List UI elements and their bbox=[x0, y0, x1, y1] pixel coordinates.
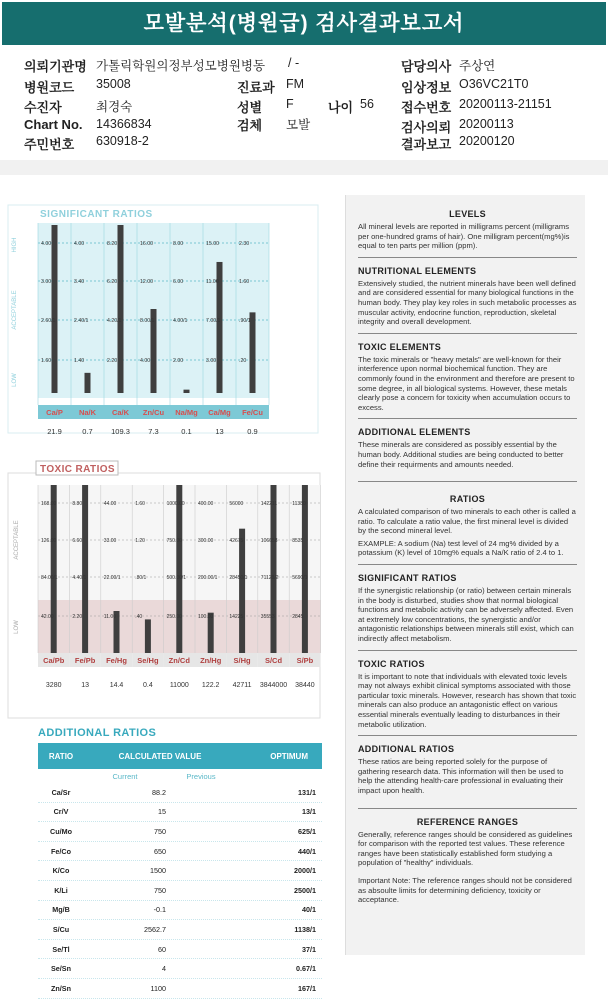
significant-value: 0.9 bbox=[247, 427, 258, 436]
significant-tick: 16.00 bbox=[140, 241, 153, 247]
ratios-example: EXAMPLE: A sodium (Na) test level of 24 mg% divided by a potassium (K) level of 10mg% equals a Na/K ratio of 2.4 to 1. bbox=[358, 538, 564, 558]
toxic-tick: 1.60 bbox=[135, 501, 145, 507]
toxic-tick: 42.00 bbox=[41, 614, 54, 620]
toxic-name: Ca/Pb bbox=[43, 656, 65, 665]
significant-tick: 2.60/1 bbox=[41, 318, 56, 324]
institution-label: 의뢰기관명 bbox=[24, 59, 87, 74]
chart-value: 14366834 bbox=[96, 117, 152, 131]
important-note: Important Note: The reference ranges should not be considered as absoulte limits for determining deficiency, toxicity or acceptance. bbox=[358, 875, 572, 905]
significant-name: Na/K bbox=[78, 408, 97, 417]
additional-optimum: 13/1 bbox=[302, 807, 316, 817]
specimen-value: 모발 bbox=[286, 118, 311, 132]
toxic-name: Zn/Cd bbox=[168, 656, 190, 665]
additional-ratio: Se/Sn bbox=[51, 964, 71, 974]
significant-name: Ca/K bbox=[111, 408, 130, 417]
significant-tick: 4.00 bbox=[74, 241, 85, 247]
hospital-code-label: 병원코드 bbox=[24, 80, 75, 95]
additional-ratios-heading: ADDITIONAL RATIOS bbox=[358, 744, 455, 755]
toxic-ratios-heading: TOXIC RATIOS bbox=[358, 658, 425, 669]
additional-elements-heading: ADDITIONAL ELEMENTS bbox=[358, 427, 471, 438]
additional-ratio: Zn/Sn bbox=[51, 983, 71, 993]
additional-ratio: K/Li bbox=[54, 885, 68, 895]
significant-bar bbox=[85, 373, 91, 393]
toxic-tick: 5690/1 bbox=[292, 575, 308, 581]
toxic-value: 13 bbox=[81, 682, 89, 689]
additional-row bbox=[38, 920, 322, 940]
additional-current: 88.2 bbox=[152, 787, 166, 797]
additional-ratio: Se/Tl bbox=[52, 944, 70, 954]
additional-optimum: 40/1 bbox=[302, 905, 316, 915]
significant-value: 109.3 bbox=[111, 427, 130, 436]
toxic-value: 38440 bbox=[295, 682, 315, 689]
significant-value: 0.1 bbox=[181, 427, 192, 436]
toxic-band-label: LOW bbox=[14, 620, 20, 634]
additional-elements-text: These minerals are considered as possibly essential by the human body. Additional studies are being conducted to better define their requirments and amounts needed. bbox=[358, 440, 564, 469]
additional-ratios-title: ADDITIONAL RATIOS bbox=[38, 727, 157, 739]
toxic-tick: .80/1 bbox=[135, 575, 147, 581]
toxic-tick: 250.00 bbox=[166, 614, 182, 620]
additional-header bbox=[38, 743, 322, 769]
significant-tick: 8.00/1 bbox=[140, 318, 155, 324]
additional-ratios-table bbox=[38, 743, 322, 999]
significant-tick: 1.60 bbox=[239, 279, 250, 285]
additional-current: 1500 bbox=[150, 866, 166, 876]
toxic-bar bbox=[239, 529, 245, 653]
toxic-tick: 22.00/1 bbox=[103, 575, 121, 581]
significant-tick: 2.40/1 bbox=[74, 318, 89, 324]
toxic-tick: 500.00/1 bbox=[166, 575, 187, 581]
specimen-label: 검체 bbox=[237, 118, 263, 133]
significant-tick: 11.00 bbox=[206, 279, 219, 285]
significant-tick: 7.00/1 bbox=[206, 318, 221, 324]
significant-band-label: LOW bbox=[12, 373, 18, 387]
additional-current: -0.1 bbox=[153, 905, 166, 915]
significant-value: 13 bbox=[215, 427, 224, 436]
toxic-name: S/Hg bbox=[233, 656, 251, 665]
toxic-value: 122.2 bbox=[201, 682, 220, 689]
additional-optimum: 131/1 bbox=[298, 787, 316, 797]
receipt-label: 접수번호 bbox=[401, 100, 452, 115]
toxic-tick: 168.00 bbox=[41, 501, 57, 507]
significant-tick: 15.00 bbox=[206, 241, 219, 247]
significant-band-label: HIGH bbox=[12, 237, 18, 253]
significant-band-label: ACCEPTABLE bbox=[12, 290, 18, 330]
toxic-tick: 200.00/1 bbox=[198, 575, 218, 581]
additional-ratio: Mg/B bbox=[52, 905, 70, 915]
additional-row bbox=[38, 881, 322, 901]
sex-label: 성별 bbox=[237, 100, 263, 115]
institution-value: 가톨릭학원의정부성모병원병동 bbox=[96, 59, 266, 73]
additional-optimum: 167/1 bbox=[298, 983, 316, 993]
notes-panel bbox=[345, 195, 585, 955]
request-value: 20200113 bbox=[459, 117, 514, 131]
toxic-tick: 6.60 bbox=[72, 538, 83, 544]
toxic-tick: 28450/1 bbox=[229, 575, 248, 581]
toxic-name: S/Cd bbox=[264, 656, 283, 665]
additional-current: 4 bbox=[162, 964, 166, 974]
toxic-bar bbox=[82, 485, 88, 653]
toxic-tick: 106658 bbox=[260, 538, 278, 544]
nutritional-heading: NUTRITIONAL ELEMENTS bbox=[358, 265, 477, 276]
significant-bar bbox=[250, 312, 256, 393]
header-previous: Previous bbox=[186, 771, 216, 781]
toxic-name: Se/Hg bbox=[137, 656, 159, 665]
toxic-tick: 4.40/1 bbox=[72, 575, 87, 581]
toxic-title: TOXIC RATIOS bbox=[40, 464, 115, 475]
toxic-tick: 2.20 bbox=[72, 614, 83, 620]
toxic-value: 11000 bbox=[169, 682, 189, 689]
significant-value: 0.7 bbox=[82, 427, 93, 436]
toxic-tick: 2845 bbox=[292, 614, 304, 620]
clinical-label: 임상정보 bbox=[401, 80, 452, 95]
dept-label: 진료과 bbox=[237, 80, 275, 95]
header-ratio: RATIO bbox=[48, 751, 74, 761]
additional-row bbox=[38, 861, 322, 881]
reference-ranges-heading: REFERENCE RANGES bbox=[416, 816, 519, 827]
significant-title: SIGNIFICANT RATIOS bbox=[40, 209, 153, 220]
significant-tick: 4.20/1 bbox=[107, 318, 122, 324]
toxic-tick: 8.80 bbox=[72, 501, 83, 507]
recipient-value: 최경숙 bbox=[96, 100, 133, 114]
doctor-label: 담당의사 bbox=[401, 59, 452, 74]
additional-optimum: 37/1 bbox=[302, 944, 316, 954]
significant-tick: 3.00 bbox=[41, 279, 52, 285]
toxic-band-label: ACCEPTABLE bbox=[14, 520, 20, 560]
ratio-charts bbox=[0, 195, 340, 755]
additional-optimum: 440/1 bbox=[298, 846, 316, 856]
toxic-name: Fe/Hg bbox=[106, 656, 127, 665]
rrn-label: 주민번호 bbox=[24, 137, 75, 152]
significant-tick: .90/1 bbox=[239, 318, 251, 324]
toxic-bar bbox=[145, 619, 151, 653]
additional-optimum: 0.67/1 bbox=[296, 964, 316, 974]
toxic-bar bbox=[271, 485, 277, 653]
rrn-value: 630918-2 bbox=[96, 134, 149, 148]
significant-tick: 2.30 bbox=[239, 241, 250, 247]
additional-row bbox=[38, 822, 322, 842]
significant-bar bbox=[118, 225, 124, 393]
ward-value: / - bbox=[288, 56, 300, 70]
additional-current: 2562.7 bbox=[144, 924, 166, 934]
additional-subheader bbox=[38, 769, 322, 783]
additional-optimum: 625/1 bbox=[298, 826, 316, 836]
clinical-value: O36VC21T0 bbox=[459, 77, 529, 91]
age-label: 나이 bbox=[328, 100, 354, 115]
toxic-bar bbox=[176, 485, 182, 653]
toxic-ratios-text: It is important to note that individuals with elevated toxic levels may not always exhibit clinical symptoms associated with those particular toxic minerals. However, research has shown that toxic minerals can also produce an antagonistic effect on various essential minerals eventually leading to disturbances in their metabolic utilization. bbox=[358, 671, 577, 729]
sex-value: F bbox=[286, 97, 294, 111]
toxic-tick: 11380 bbox=[292, 501, 306, 507]
toxic-tick: 44.00 bbox=[103, 501, 117, 507]
header-current: Current bbox=[112, 771, 138, 781]
significant-name: Fe/Cu bbox=[242, 408, 263, 417]
significant-tick: 12.00 bbox=[140, 279, 153, 285]
significant-ratios-heading: SIGNIFICANT RATIOS bbox=[358, 573, 457, 584]
toxic-tick: 400.00 bbox=[198, 501, 214, 507]
additional-ratio: Ca/Sr bbox=[51, 787, 71, 797]
significant-bar bbox=[184, 390, 190, 393]
ratios-text: A calculated comparison of two minerals to each other is called a ratio. To calculate a ratio value, the first mineral level is divided by the second mineral level. bbox=[358, 507, 576, 536]
additional-optimum: 2000/1 bbox=[294, 866, 316, 876]
toxic-tick: 8535 bbox=[292, 538, 304, 544]
toxic-tick: 84.00/1 bbox=[41, 575, 58, 581]
toxic-tick: 56000 bbox=[229, 501, 244, 507]
additional-optimum: 1138/1 bbox=[294, 924, 316, 934]
hospital-code-value: 35008 bbox=[96, 77, 131, 91]
additional-ratio: K/Co bbox=[52, 866, 70, 876]
additional-row bbox=[38, 901, 322, 921]
toxic-value: 14.4 bbox=[109, 682, 124, 689]
significant-value: 7.3 bbox=[148, 427, 159, 436]
toxic-bar bbox=[51, 485, 57, 653]
additional-ratio: Cu/Mo bbox=[50, 826, 72, 836]
recipient-label: 수진자 bbox=[24, 100, 62, 115]
significant-tick: 6.20 bbox=[107, 279, 118, 285]
age-value: 56 bbox=[360, 97, 374, 111]
significant-tick: 1.40 bbox=[74, 358, 85, 364]
toxic-tick: 33.00 bbox=[103, 538, 117, 544]
additional-ratio: Fe/Co bbox=[51, 846, 71, 856]
ratios-heading: RATIOS bbox=[449, 494, 486, 505]
additional-current: 750 bbox=[154, 826, 166, 836]
toxic-name: S/Pb bbox=[296, 656, 314, 665]
significant-name: Zn/Cu bbox=[142, 408, 165, 417]
toxic-tick: 126.00 bbox=[41, 538, 57, 544]
toxic-tick: 11.00 bbox=[103, 614, 116, 620]
significant-tick: 8.00 bbox=[173, 241, 184, 247]
chart-label: Chart No. bbox=[24, 117, 83, 132]
significant-tick: 8.20 bbox=[107, 241, 118, 247]
toxic-elements-text: The toxic minerals or "heavy metals" are well-known for their interference upon normal biochemical function. They are commonly found in the environment and therefore are present to some degree, in all biological systems. However, these metals clearly pose a concern for toxicity when accumulation occurs to excess. bbox=[358, 354, 575, 412]
additional-row bbox=[38, 940, 322, 960]
significant-ratios-text: If the synergistic relationship (or ratio) between certain minerals in the body is disturbed, studies show that normal biological functions and metabolic activity can be adversely affected. Even at extremely low concentrations, the synergistic and/or antagonistic relationships between minerals still exist, which can indirectly affect metabolism. bbox=[358, 586, 574, 644]
significant-bar bbox=[52, 225, 58, 393]
toxic-value: 0.4 bbox=[143, 682, 153, 689]
toxic-name: Fe/Pb bbox=[74, 656, 96, 665]
levels-text: All mineral levels are reported in milligrams percent (milligrams per one-hundred grams of hair). One milligram percent(mg%)is equal to ten parts per million (ppm). bbox=[358, 222, 570, 251]
additional-row bbox=[38, 783, 322, 803]
report-date-value: 20200120 bbox=[459, 134, 515, 148]
levels-heading: LEVELS bbox=[449, 209, 486, 219]
significant-tick: 4.00 bbox=[41, 241, 52, 247]
report-title: 모발분석(병원급) 검사결과보고서 bbox=[2, 2, 606, 45]
significant-tick: 4.00/1 bbox=[173, 318, 188, 324]
additional-row bbox=[38, 959, 322, 979]
report-header bbox=[0, 0, 608, 160]
nutritional-text: Extensively studied, the nutrient minerals have been well defined and are considered essential for many biological functions in the human body. They play key roles in such metabolic processes as muscular activity, endocrine function, reproduction, skeletal integrity and overall development. bbox=[358, 278, 577, 327]
additional-ratio: Cr/V bbox=[53, 807, 69, 817]
toxic-tick: 14225 bbox=[229, 614, 244, 620]
toxic-tick: 42675 bbox=[229, 538, 244, 544]
toxic-elements-heading: TOXIC ELEMENTS bbox=[358, 341, 442, 352]
significant-name: Na/Mg bbox=[175, 408, 198, 417]
significant-tick: 3.00 bbox=[206, 358, 217, 364]
toxic-value: 3844000 bbox=[259, 682, 288, 689]
toxic-tick: 71128/2 bbox=[260, 575, 279, 581]
receipt-value: 20200113-21151 bbox=[459, 97, 552, 111]
toxic-tick: 142211 bbox=[260, 501, 278, 507]
toxic-tick: 35553 bbox=[260, 614, 275, 620]
significant-tick: 4.00 bbox=[140, 358, 151, 364]
toxic-value: 42711 bbox=[232, 682, 252, 689]
doctor-value: 주상연 bbox=[459, 59, 496, 73]
toxic-bar bbox=[302, 485, 308, 653]
toxic-value: 3280 bbox=[45, 682, 62, 689]
significant-tick: 6.00 bbox=[173, 279, 184, 285]
toxic-tick: 1.20 bbox=[135, 538, 145, 544]
additional-ratios-text: These ratios are being reported solely for the purpose of gathering research data. This information will then be used to help the attending health-care professional in evaluating their impact upon health. bbox=[358, 757, 564, 795]
significant-name: Ca/P bbox=[46, 408, 63, 417]
header-calc: CALCULATED VALUE bbox=[118, 751, 202, 761]
toxic-tick: .40 bbox=[135, 614, 143, 620]
toxic-tick: 100.00 bbox=[198, 614, 214, 620]
additional-current: 1100 bbox=[150, 983, 166, 993]
toxic-tick: 300.00 bbox=[198, 538, 214, 544]
additional-current: 15 bbox=[158, 807, 166, 817]
additional-current: 750 bbox=[154, 885, 166, 895]
significant-tick: 2.20 bbox=[107, 358, 118, 364]
header-optimum: OPTIMUM bbox=[270, 751, 308, 761]
significant-value: 21.9 bbox=[47, 427, 62, 436]
request-label: 검사의뢰 bbox=[401, 120, 452, 135]
significant-tick: 3.40 bbox=[74, 279, 85, 285]
additional-optimum: 2500/1 bbox=[294, 885, 316, 895]
toxic-tick: 750.00 bbox=[166, 538, 182, 544]
additional-row bbox=[38, 842, 322, 862]
toxic-tick: 1000.00 bbox=[166, 501, 185, 507]
significant-tick: 1.60 bbox=[41, 358, 52, 364]
additional-current: 60 bbox=[158, 944, 166, 954]
additional-row bbox=[38, 803, 322, 823]
dept-value: FM bbox=[286, 77, 305, 91]
additional-ratio: S/Cu bbox=[52, 924, 70, 934]
additional-row bbox=[38, 979, 322, 999]
significant-tick: .20 bbox=[239, 358, 247, 364]
significant-tick: 2.00 bbox=[173, 358, 184, 364]
reference-ranges-text: Generally, reference ranges should be considered as guidelines for comparison with the reported test values. These reference ranges have been statistically established form studying a population of "healthy" individuals. bbox=[358, 829, 573, 868]
significant-name: Ca/Mg bbox=[208, 408, 231, 417]
additional-current: 650 bbox=[154, 846, 166, 856]
report-date-label: 결과보고 bbox=[401, 137, 452, 152]
toxic-name: Zn/Hg bbox=[200, 656, 222, 665]
